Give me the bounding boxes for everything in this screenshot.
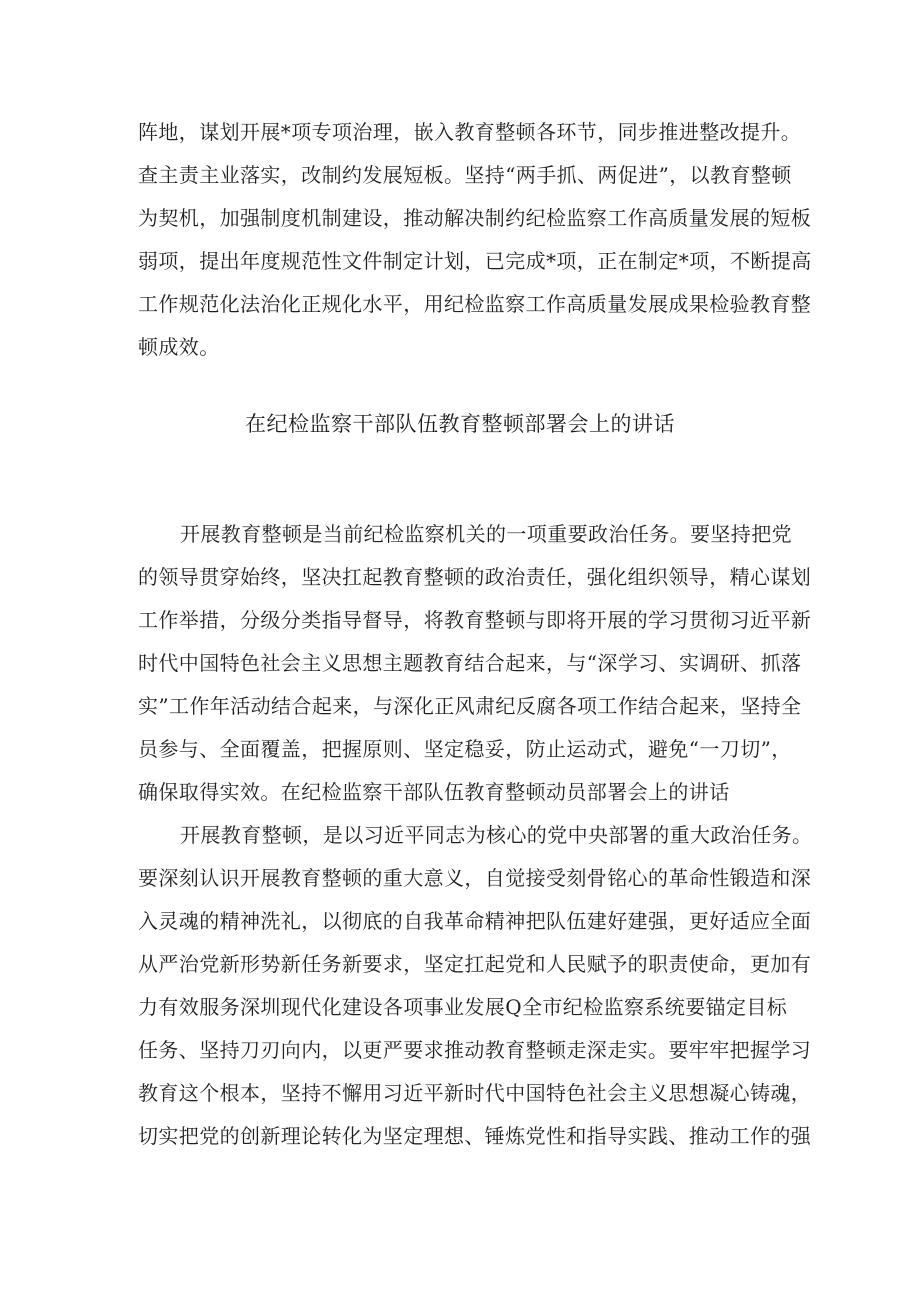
text-line: 教育这个根本，坚持不懈用习近平新时代中国特色社会主义思想凝心铸魂，: [138, 1081, 812, 1105]
text-line: 阵地，谋划开展*项专项治理，嵌入教育整顿各环节，同步推进整改提升。: [138, 120, 802, 144]
text-line: 弱项，提出年度规范性文件制定计划，已完成*项，正在制定*项，不断提高: [138, 249, 812, 273]
text-line: 开展教育整顿是当前纪检监察机关的一项重要政治任务。要坚持把党: [180, 522, 792, 546]
text-line: 任务、坚持刀刃向内，以更严要求推动教育整顿走深走实。要牢牢把握学习: [138, 1038, 812, 1062]
text-line: 从严治党新形势新任务新要求，坚定扛起党和人民赋予的职责使命，更加有: [138, 952, 812, 976]
section-title: 在纪检监察干部队伍教育整顿部署会上的讲话: [245, 412, 675, 436]
text-line: 时代中国特色社会主义思想主题教育结合起来，与“深学习、实调研、抓落: [138, 651, 802, 675]
text-line: 工作举措，分级分类指导督导，将教育整顿与即将开展的学习贯彻习近平新: [138, 608, 812, 632]
text-line: 确保取得实效。在纪检监察干部队伍教育整顿动员部署会上的讲话: [138, 780, 730, 804]
text-line: 要深刻认识开展教育整顿的重大意义，自觉接受刻骨铭心的革命性锻造和深: [138, 866, 812, 890]
text-line: 入灵魂的精神洗礼，以彻底的自我革命精神把队伍建好建强，更好适应全面: [138, 909, 812, 933]
text-line: 查主责主业落实，改制约发展短板。坚持“两手抓、两促进”，以教育整顿: [138, 163, 792, 187]
text-line: 为契机，加强制度机制建设，推动解决制约纪检监察工作高质量发展的短板: [138, 206, 812, 230]
text-line: 的领导贯穿始终，坚决扛起教育整顿的政治责任，强化组织领导，精心谋划: [138, 565, 812, 589]
text-line: 工作规范化法治化正规化水平，用纪检监察工作高质量发展成果检验教育整: [138, 292, 812, 316]
text-line: 员参与、全面覆盖，把握原则、坚定稳妥，防止运动式，避免“一刀切”，: [138, 737, 792, 761]
text-line: 切实把党的创新理论转化为坚定理想、锤炼党性和指导实践、推动工作的强: [138, 1124, 812, 1148]
text-line: 实”工作年活动结合起来，与深化正风肃纪反腐各项工作结合起来，坚持全: [138, 694, 802, 718]
text-line: 力有效服务深圳现代化建设各项事业发展Q全市纪检监察系统要锚定目标: [138, 995, 788, 1019]
text-line: 开展教育整顿，是以习近平同志为核心的党中央部署的重大政治任务。: [180, 823, 813, 847]
text-line: 顿成效。: [138, 335, 220, 359]
